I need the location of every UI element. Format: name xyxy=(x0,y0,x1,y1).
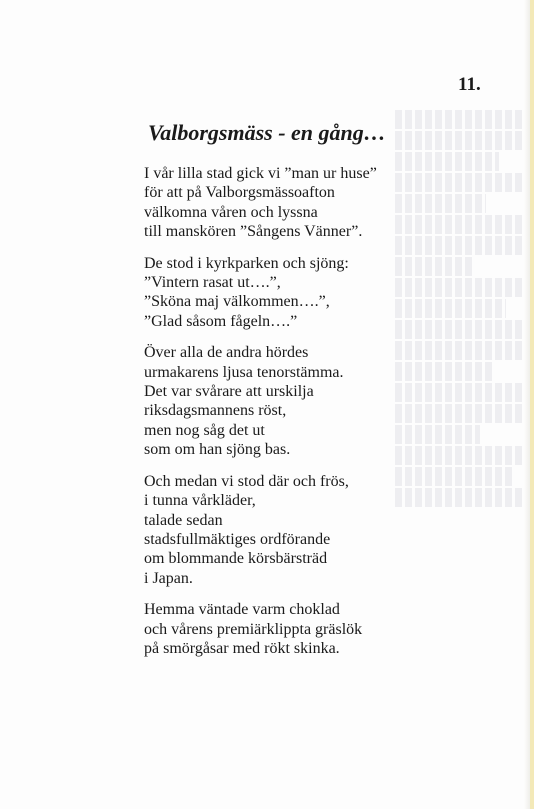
poem-stanza xyxy=(144,254,484,332)
poem-line: Över alla de andra hördes xyxy=(144,344,309,362)
poem-line: välkomna våren och lyssna xyxy=(144,203,318,221)
poem-stanza xyxy=(144,600,484,658)
poem-line: Och medan vi stod där och frös, xyxy=(144,472,349,490)
poem-line: om blommande körsbärsträd xyxy=(144,550,328,568)
poem-line: ”Glad såsom fågeln….” xyxy=(144,312,298,330)
poem-line: i tunna vårkläder, xyxy=(144,492,256,510)
poem-line: på smörgåsar med rökt skinka. xyxy=(144,639,340,657)
poem-line: ”Sköna maj välkommen….”, xyxy=(144,293,330,311)
poem-line: stadsfullmäktiges ordförande xyxy=(144,530,331,548)
poem-line: urmakarens ljusa tenorstämma. xyxy=(144,363,344,381)
poem-line: till manskören ”Sångens Vänner”. xyxy=(144,223,363,241)
poem-line: för att på Valborgsmässoafton xyxy=(144,184,335,202)
poem-body xyxy=(144,164,484,670)
poem-line: som om han sjöng bas. xyxy=(144,441,291,459)
page-edge-strip xyxy=(530,0,534,809)
poem-line: i Japan. xyxy=(144,569,193,587)
poem-stanza xyxy=(144,343,484,459)
poem-stanza xyxy=(144,164,484,242)
poem-stanza xyxy=(144,472,484,588)
poem-title: Valborgsmäss - en gång… xyxy=(148,120,386,145)
poem-line: Det var svårare att urskilja xyxy=(144,383,314,401)
poem-line: riksdagsmannens röst, xyxy=(144,402,287,420)
poem-line: men nog såg det ut xyxy=(144,421,265,439)
page-number: 11. xyxy=(458,74,481,95)
poem-line: talade sedan xyxy=(144,511,223,529)
poem-line: De stod i kyrkparken och sjöng: xyxy=(144,254,349,272)
poem-line: I vår lilla stad gick vi ”man ur huse” xyxy=(144,165,377,182)
poem-line: Hemma väntade varm choklad xyxy=(144,601,340,619)
poem-line: och vårens premiärklippta gräslök xyxy=(144,620,363,638)
poem-line: ”Vintern rasat ut….”, xyxy=(144,274,281,292)
